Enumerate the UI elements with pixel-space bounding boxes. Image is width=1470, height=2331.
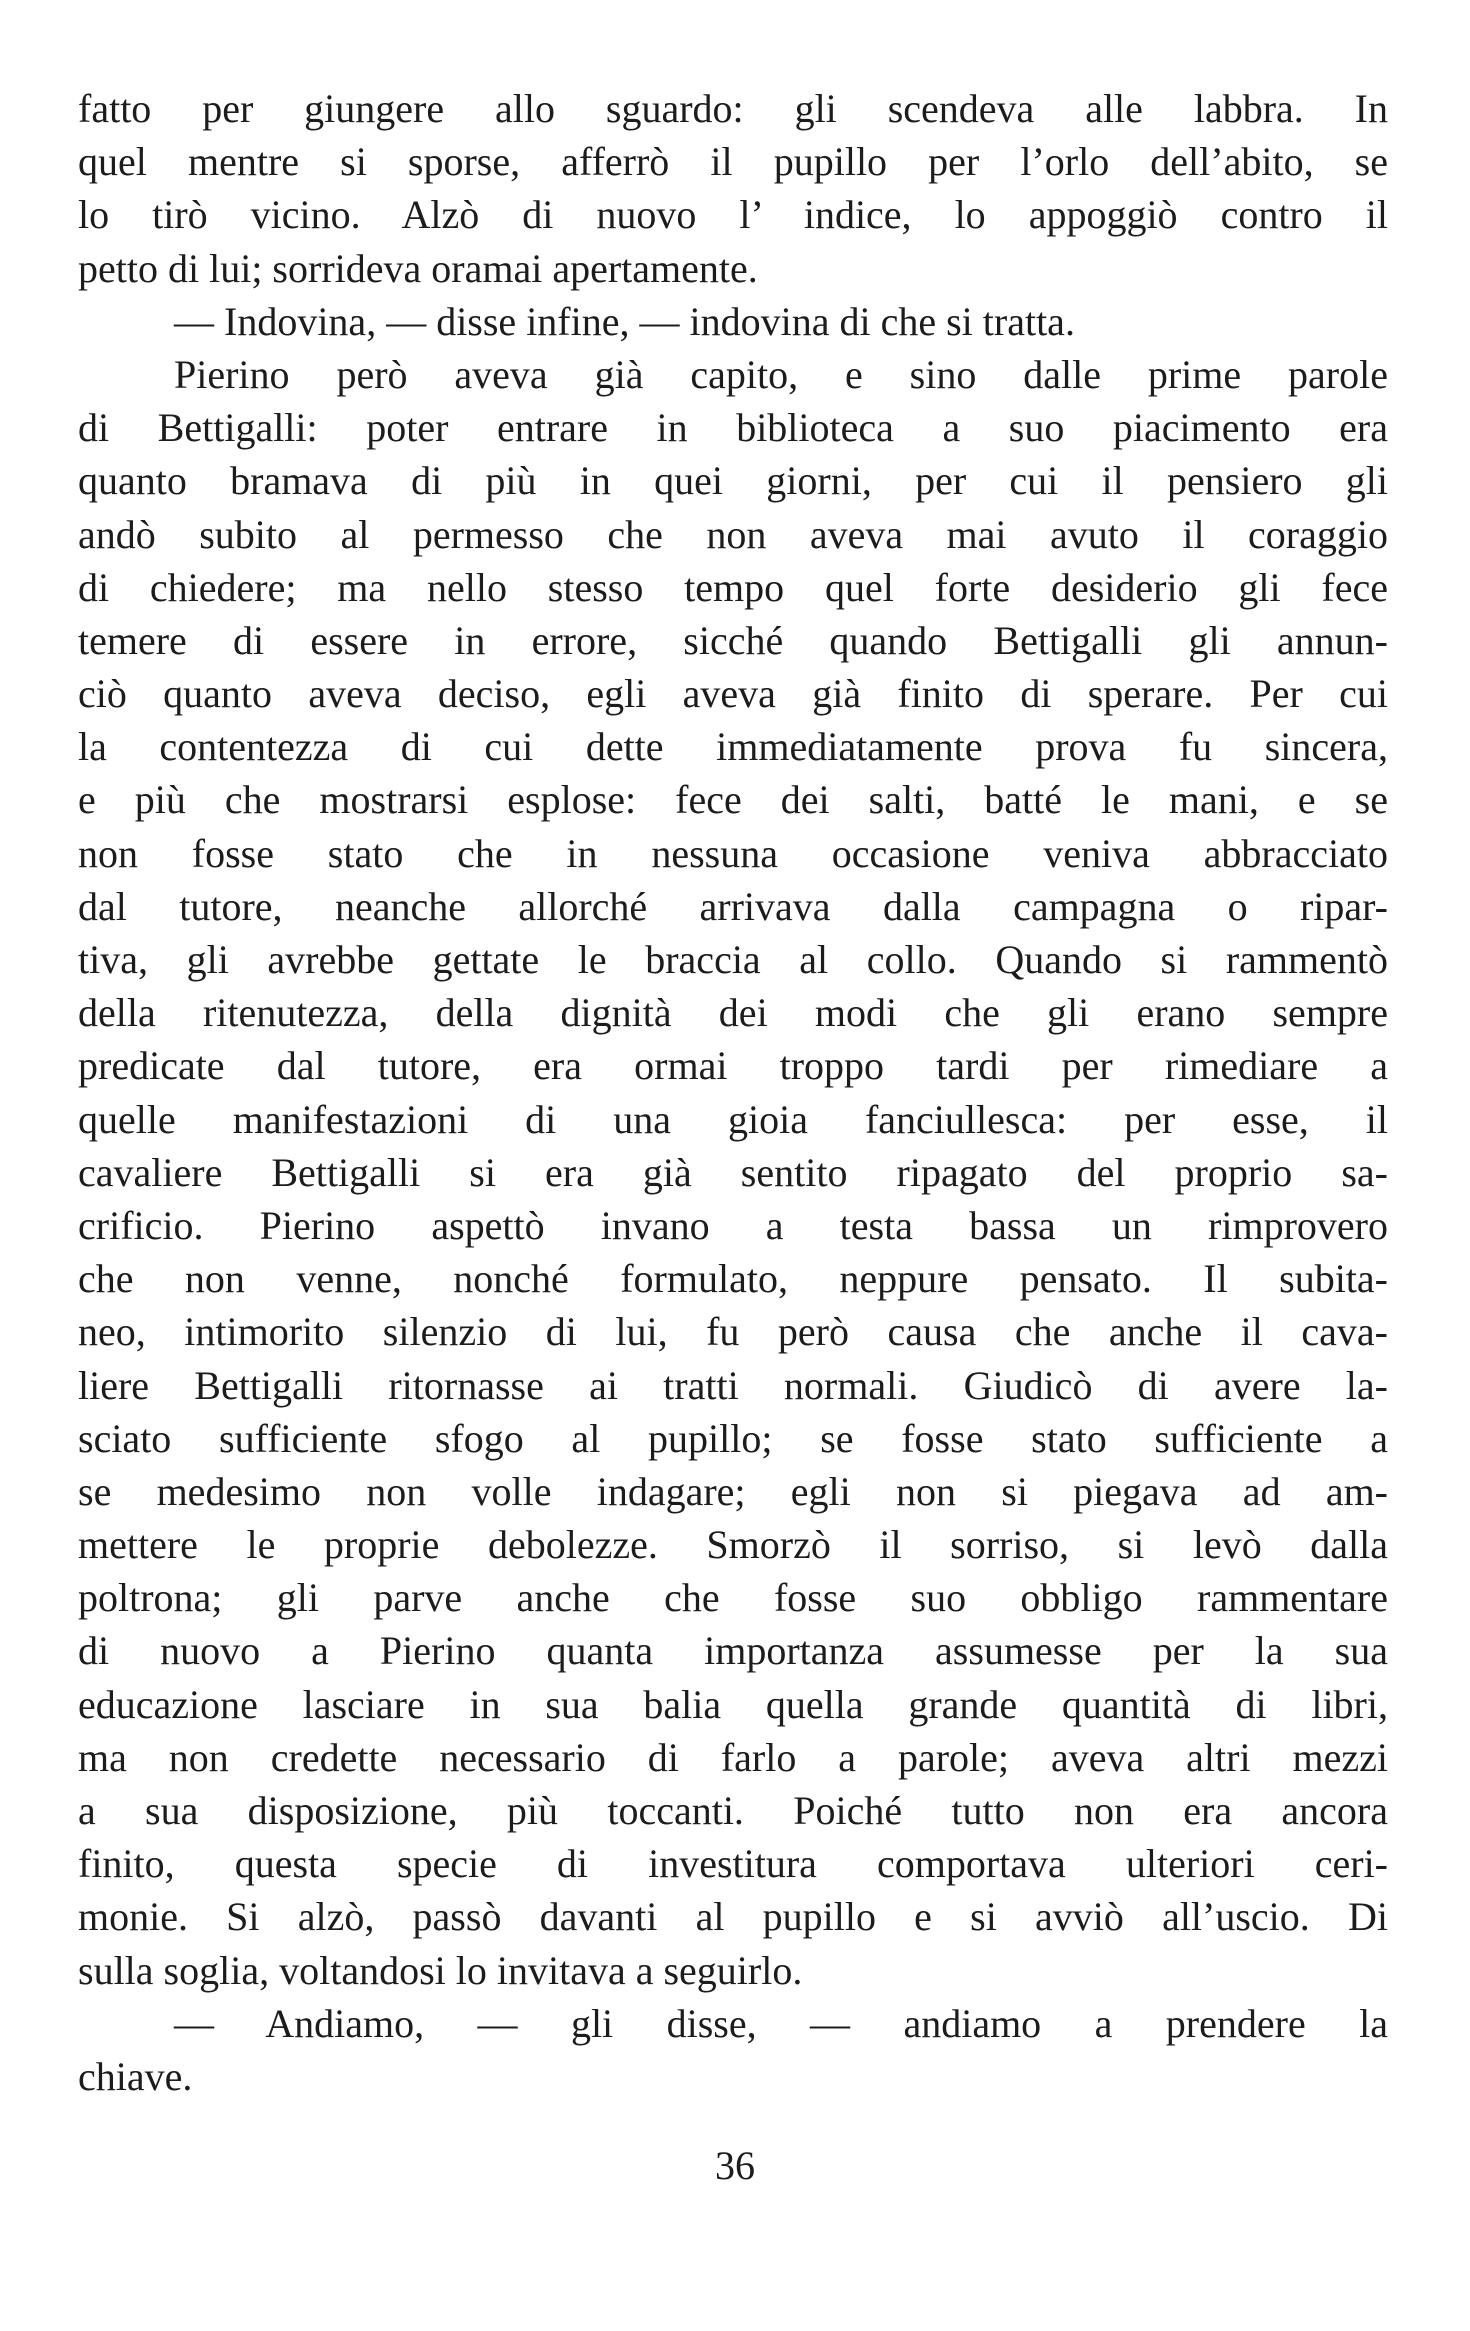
text-line-19: predicate dal tutore, era ormai troppo tardi per rimediare a bbox=[78, 1043, 1388, 1089]
text-line-14: e più che mostrarsi esplose: fece dei salti, batté le mani, e se bbox=[78, 777, 1388, 823]
text-line-1: fatto per giungere allo sguardo: gli scendeva alle labbra. In bbox=[78, 86, 1388, 131]
text-line-25: liere Bettigalli ritornasse ai tratti normali. Giudicò di avere la- bbox=[78, 1362, 1388, 1408]
body-text bbox=[78, 82, 1388, 2103]
text-line-6: Pierino però aveva già capito, e sino dalle prime parole bbox=[174, 351, 1388, 397]
text-line-37: — Andiamo, — gli disse, — andiamo a prendere la bbox=[174, 2000, 1388, 2046]
text-line-36: sulla soglia, voltandosi lo invitava a seguirlo. bbox=[78, 1947, 803, 1993]
text-line-9: andò subito al permesso che non aveva mai avuto il coraggio bbox=[78, 511, 1388, 557]
text-line-32: ma non credette necessario di farlo a parole; aveva altri mezzi bbox=[78, 1734, 1388, 1780]
text-line-22: crificio. Pierino aspettò invano a testa bassa un rimprovero bbox=[78, 1202, 1388, 1248]
text-line-35: monie. Si alzò, passò davanti al pupillo e si avviò all’uscio. Di bbox=[78, 1894, 1388, 1940]
text-line-29: poltrona; gli parve anche che fosse suo obbligo rammentare bbox=[78, 1575, 1388, 1621]
text-line-7: di Bettigalli: poter entrare in biblioteca a suo piacimento era bbox=[78, 405, 1388, 451]
text-line-23: che non venne, nonché formulato, neppure pensato. Il subita- bbox=[78, 1256, 1388, 1302]
text-line-16: dal tutore, neanche allorché arrivava dalla campagna o ripar- bbox=[78, 883, 1388, 929]
text-line-3: lo tirò vicino. Alzò di nuovo l’ indice, lo appoggiò contro il bbox=[78, 192, 1388, 238]
text-line-10: di chiedere; ma nello stesso tempo quel forte desiderio gli fece bbox=[78, 564, 1388, 610]
text-line-13: la contentezza di cui dette immediatamente prova fu sincera, bbox=[78, 724, 1388, 770]
text-line-20: quelle manifestazioni di una gioia fanciullesca: per esse, il bbox=[78, 1096, 1388, 1142]
text-line-8: quanto bramava di più in quei giorni, per cui il pensiero gli bbox=[78, 458, 1388, 504]
text-line-26: sciato sufficiente sfogo al pupillo; se fosse stato sufficiente a bbox=[78, 1415, 1388, 1461]
text-line-2: quel mentre si sporse, afferrò il pupillo per l’orlo dell’abito, se bbox=[78, 139, 1388, 185]
text-line-38: chiave. bbox=[78, 2053, 193, 2099]
text-line-4: petto di lui; sorrideva oramai apertamente. bbox=[78, 245, 758, 291]
text-line-28: mettere le proprie debolezze. Smorzò il sorriso, si levò dalla bbox=[78, 1522, 1388, 1568]
text-line-24: neo, intimorito silenzio di lui, fu però causa che anche il cava- bbox=[78, 1309, 1388, 1355]
text-line-21: cavaliere Bettigalli si era già sentito ripagato del proprio sa- bbox=[78, 1149, 1388, 1195]
text-line-17: tiva, gli avrebbe gettate le braccia al collo. Quando si rammentò bbox=[78, 937, 1388, 982]
text-line-12: ciò quanto aveva deciso, egli aveva già finito di sperare. Per cui bbox=[78, 671, 1388, 717]
text-line-18: della ritenutezza, della dignità dei modi che gli erano sempre bbox=[78, 990, 1388, 1036]
text-line-34: finito, questa specie di investitura comportava ulteriori ceri- bbox=[78, 1841, 1388, 1887]
text-line-5: — Indovina, — disse infine, — indovina di che si tratta. bbox=[174, 298, 1075, 344]
text-line-11: temere di essere in errore, sicché quando Bettigalli gli annun- bbox=[78, 617, 1388, 663]
text-line-15: non fosse stato che in nessuna occasione veniva abbracciato bbox=[78, 830, 1388, 876]
text-line-33: a sua disposizione, più toccanti. Poiché tutto non era ancora bbox=[78, 1788, 1388, 1833]
page-number: 36 bbox=[715, 2143, 755, 2188]
text-line-31: educazione lasciare in sua balia quella grande quantità di libri, bbox=[78, 1681, 1388, 1727]
text-line-30: di nuovo a Pierino quanta importanza assumesse per la sua bbox=[78, 1628, 1388, 1674]
text-line-27: se medesimo non volle indagare; egli non si piegava ad am- bbox=[78, 1468, 1388, 1514]
